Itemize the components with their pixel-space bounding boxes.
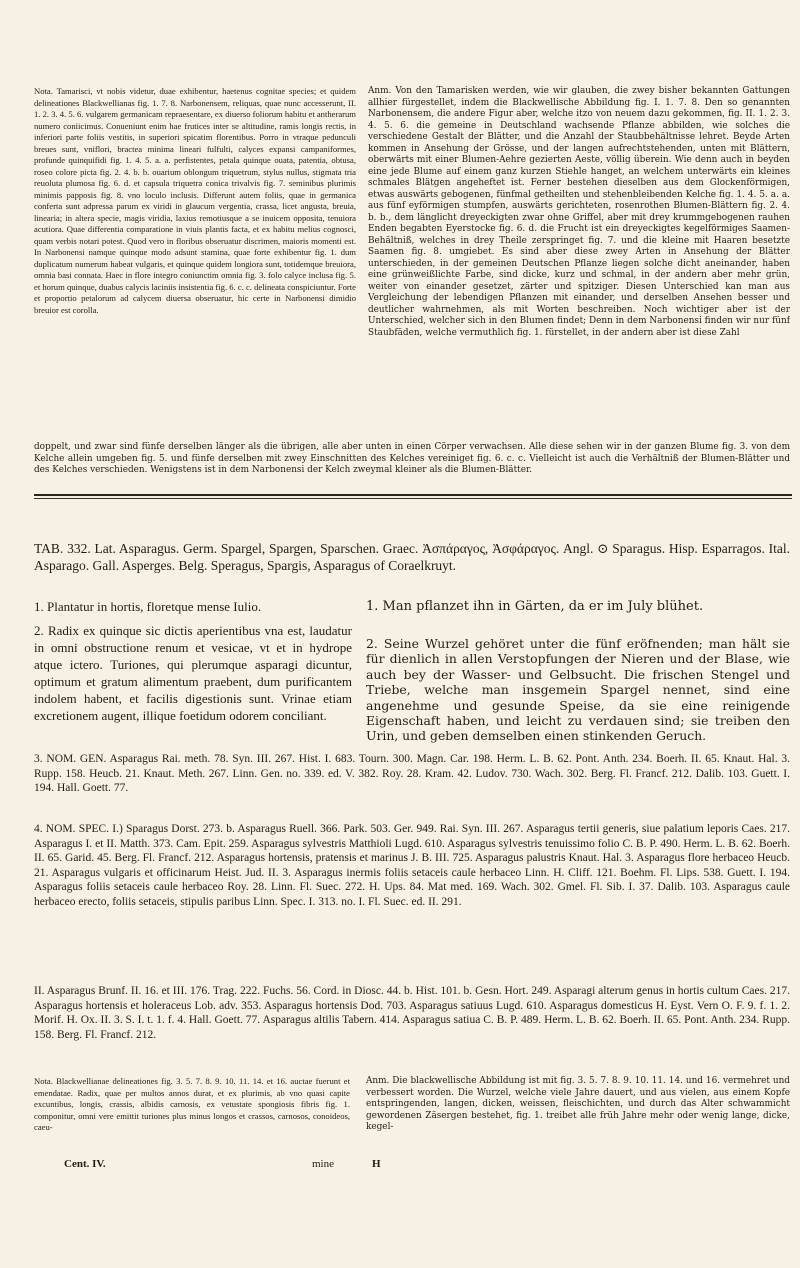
tab-header <box>34 540 790 594</box>
latin-bottom-note <box>34 1076 350 1156</box>
latin-item-1-text: 1. Plantatur in hortis, floretque mense Iulio. <box>34 599 262 614</box>
german-note-column <box>368 86 790 442</box>
latin-note-text: Nota. Tamarisci, vt nobis videtur, duae exhibentur, haetenus cognitae species; et quidem delineationes Blackwellianas fig. 1. 7. 8. Narbonensem, reliquas, quae nunc accesserunt, II. 1. 2. 3. 4. 5. 6. vulgarem germanicam repraesentare, ex diuerso foliorum habitu et antherarum numero coniicimus. Conueniunt enim hae frutices inter se altitudine, ramis longis rectis, in inferiori parte foliis vestitis, in superiori spicatim florentibus. Porro in vtraque pedunculi breues sunt, vniflori, bractea minima lineari fulfulti, calyces expansi campaniformes, profunde quinquifidi fig. 1. 4. 5. a. a. perfistentes, petala quinque ouata, patentia, obtusa, roseo colore picta fig. 2. 4. b. b. ouarium oblongum triquetrum, stylus nullus, stigmata tria reuoluta plumosa fig. 6. d. et capsula triquetra conica trivalvis fig. 7. seminibus plurimis minimis papposis fig. 8. vno loculo inclusis. Differunt autem foliis, quae in germanica conferta sunt adpressa parum ex viridi in glaucum vergentia, crassa, licet angusta, breuia, linearia; in altera specie, magis viridia, laxius remotiusque a se inuicem opposita, tenuiora acutiora. Quae differentia comparatione in viuis plantis facta, et ex habitu melius cognosci, quam verbis notari potest. Quod vero in floribus obseruatur discrimen, maioris momenti est. In Narbonensi namque quinque modo adsunt stamina, quae forte exhibentur fig. 1. dum duplicatum numerum habeat vulgaris, et quinque quidem longiora sunt, totidemque breuiora, omnia basi connata. Haec in flore integro coniunctim omnia fig. 3. folo calyce inclusa fig. 5. et horum quinque, duabus calycis laciniis insistentia fig. 6. c. c. delineata conspiciuntur. Forte et proportio petalorum ad calycem diuersa obseruatur, hic certe in Narbonensi dimidio breuior est corolla. <box>34 86 356 315</box>
latin-item-2 <box>34 622 352 738</box>
nom-gen-text: 3. NOM. GEN. Asparagus Rai. meth. 78. Syn. III. 267. Hist. I. 683. Tourn. 300. Magn. Car. 198. Herm. L. B. 62. Pont. Anth. 234. Boerh. II. 65. Knaut. Hal. 3. Rupp. 158. Heucb. 21. Knaut. Meth. 267. Linn. Gen. no. 339. ed. V. 382. Roy. 28. Kram. 42. Ludov. 730. Wach. 302. Berg. Fl. Francf. 212. Dalib. 103. Guett. I. 194. Hall. Goett. 77. <box>34 753 790 795</box>
signature-mark: Cent. IV. <box>64 1158 106 1170</box>
latin-item-2-text: 2. Radix ex quinque sic dictis aperientibus vna est, laudatur in omni obstructione renum et vesicae, vt et in hydrope atque ictero. Turiones, qui plerumque asparagi dicuntur, optimum et gratum alimentum praebent, dum purificantem indolem habent, et facilis digestionis sunt. Vrinae etiam excretionem augent, illique foetidum odorem conciliant. <box>34 623 352 723</box>
german-item-1-text: 1. Man pflanzet ihn in Gärten, da er im July blühet. <box>366 599 704 614</box>
german-item-1 <box>366 598 790 634</box>
nom-spec <box>34 822 790 968</box>
section-divider <box>34 494 792 496</box>
latin-bottom-text: Nota. Blackwellianae delineationes fig. 3. 5. 7. 8. 9. 10. 11. 14. et 16. auctae fuerunt et emendatae. Radix, quae per multos annos durat, et ex plurimis, ab vno quasi capite excuntibus, longis, crassis, albidis carnosis, ex vetustate spongiosis fibris fig. 1. componitur, omni vere emittit turiones plus minus longos et crassos, carnosos, conoideos, caeu- <box>34 1076 350 1132</box>
nom-ii-text: II. Asparagus Brunf. II. 16. et III. 176. Trag. 222. Fuchs. 56. Cord. in Diosc. 44. b. Hist. 101. b. Gesn. Hort. 249. Asparagi alterum genus in hortis cultum Caes. 217. Asparagus hortensis et holeraceus Lob. adv. 353. Asparagus hortensis Dod. 703. Asparagus satiuus Lugd. 610. Asparagus domesticus H. Eyst. Vern O. F. 9. f. 1. 2. Morif. H. Ox. II. 3. S. I. t. 1. f. 4. Hall. Goett. 77. Asparagus altilis Tabern. 414. Asparagus satiua C. B. P. 489. Herm. L. B. 62. Boerh. II. 65. Pont. Anth. 234. Rupp. 158. Berg. Fl. Francf. 212. <box>34 985 790 1041</box>
latin-note-column <box>34 86 356 442</box>
nom-spec-text: 4. NOM. SPEC. I.) Sparagus Dorst. 273. b. Asparagus Ruell. 366. Park. 503. Ger. 949. Rai. Syn. III. 267. Asparagus tertii generis, siue palatium leporis Caes. 217. Asparagus I. et II. Matth. 373. Cam. Epit. 259. Asparagus sylvestris Matthioli Lugd. 610. Asparagus sylvestris tenuissimo folio C. B. P. 490. Herm. L. B. 62. Boerh. II. 65. Garid. 45. Berg. Fl. Francf. 212. Asparagus hortensis, pratensis et marinus J. B. III. 725. Asparagus palustris Knaut. Hal. 3. Asparagus flore herbaceo Heucb. 21. Asparagus vulgaris et officinarum Heist. Jud. II. 3. Asparagus inermis foliis setaceis caule herbaceo Linn. H. Cliff. 121. Boehm. Fl. Lips. 538. Guett. I. 194. Asparagus foliis setaceis caule herbaceo Roy. 28. Linn. Fl. Suec. 272. H. Ups. 84. Mat med. 169. Wach. 302. Gmel. Fl. Sib. I. 37. Dalib. 103. Asparagus caule herbaceo erecto, foliis setaceis, stipulis paribus Linn. Spec. I. 313. no. I. Fl. Suec. ed. II. 291. <box>34 823 790 908</box>
german-item-2 <box>366 636 790 744</box>
tab-header-text: TAB. 332. Lat. Asparagus. Germ. Spargel, Spargen, Sparschen. Graec. Ἀσπάραγος, Ἀσφάραγος. Angl. ⊙ Sparagus. Hisp. Esparragos. Ital. Asparago. Gall. Asperges. Belg. Speragus, Spargis, Asparagus of Coraelkruyt. <box>34 541 790 573</box>
nom-ii <box>34 984 790 1064</box>
latin-item-1 <box>34 598 352 622</box>
nom-gen <box>34 752 790 816</box>
gathering-letter: H <box>372 1158 381 1170</box>
german-item-2-text: 2. Seine Wurzel gehöret unter die fünf eröfnenden; man hält sie für dienlich in allen Verstopfungen der Nieren und der Blase, wie auch bey der Wasser- und Gelbsucht. Die frischen Stengel und Triebe, welche man insgemein Spargel nennet, sind eine angenehme und gesunde Speise, da sie eine reinigende Eigenschaft haben, und leicht zu verdauen sind; sie treiben den Urin, und geben demselben einen stinkenden Geruch. <box>366 636 790 744</box>
german-note-text: Anm. Von den Tamarisken werden, wie wir glauben, die zwey bisher bekannten Gattungen allhier fürgestellet, indem die Blackwellische Abbildung fig. I. 1. 7. 8. Den so genannten Narbonensem, die andere Figur aber, welche itzo von neuem dazu gekommen, fig. II. 1. 2. 3. 4. 5. 6. die gemeine in Deutschland wachsende Pflanze abbilden, wie solches die verschiedene Gestalt der Blätter, und die Anzahl der Staubbehältnisse lehret. Beyde Arten kommen in Ansehung der Grösse, und der langen aufrechtstehenden, unten mit Blättern, oberwärts mit einer Blumen-Aehre gezierten Aeste, völlig überein. Wie denn auch in beyden eine jede Blume auf einem ganz kurzen Stiehle hanget, an welchem unterwärts ein kleines schmales Blätgen angeheftet ist. Ferner bestehen dieselben aus dem Glockenförmigen, etwas auswärts gebogenen, fünfmal getheilten und stehenbleibenden Kelche fig. 1. 4. 5. a. a. aus fünf eyförmigen stumpfen, auswärts gerichteten, rosenrothen Blumen-Blättern fig. 2. 4. b. b., dem länglicht dreyeckigten zwar ohne Griffel, aber mit drey krummgebogenen rauhen Enden begabten Eyerstocke fig. 6. d. die Frucht ist ein dreyeckigtes kegelförmiges Saamen-Behältniß, welches in drey Theile zerspringet fig. 7. und die kleine mit Haaren besetzte Saamen fig. 8. umgiebet. Es sind aber diese zwey Arten in Ansehung der Blätter unterschieden, in der gemeinen Deutschen Pflanze liegen solche dicht aneinander, haben eine grünweißlichte Farbe, sind dicke, kurz und schmal, in der andern aber mehr grün, weiter von einander gesetzet, zärter und spitziger. Diesen Unterschied kan man aus Vergleichung der lebendigen Pflanzen mit einander, und derselben Ansehen besser und deutlicher wahrnehmen, als mit Worten beschreiben. Noch wichtiger aber ist der Unterschied, welcher sich in den Blumen findet; Denn in dem Narbonensi finden wir nur fünf Staubfäden, welche vermuthlich fig. 1. fürstellet, in der andern aber ist diese Zahl <box>368 86 790 338</box>
catchword: mine <box>312 1158 334 1170</box>
german-note-continuation <box>34 442 790 488</box>
german-continuation-text: doppelt, und zwar sind fünfe derselben länger als die übrigen, alle aber unten in einen Cörper verwachsen. Alle diese sehen wir in der ganzen Blume fig. 3. von dem Kelche allein umgeben fig. 5. und fünfe derselben mit zwey Einschnitten des Kelches vereiniget fig. 6. c. c. Vielleicht ist auch die Verhältniß der Blumen-Blätter und des Kelches verschieden. Wenigstens ist in dem Narbonensi der Kelch zweymal kleiner als die Blumen-Blätter. <box>34 442 790 475</box>
section-divider-thin <box>34 498 792 499</box>
german-bottom-text: Anm. Die blackwellische Abbildung ist mit fig. 3. 5. 7. 8. 9. 10. 11. 14. und 16. vermehret und verbessert worden. Die Wurzel, welche viele Jahre dauert, und aus vielen, aus einem Kopfe entspringenden, langen, dicken, weissen, fleischichten, und durch das Alter schwammicht gewordenen Zäsergen bestehet, fig. 1. treibet alle früh Jahre mehr oder wenig lange, dicke, kegel- <box>366 1076 790 1132</box>
german-bottom-note <box>366 1076 790 1156</box>
